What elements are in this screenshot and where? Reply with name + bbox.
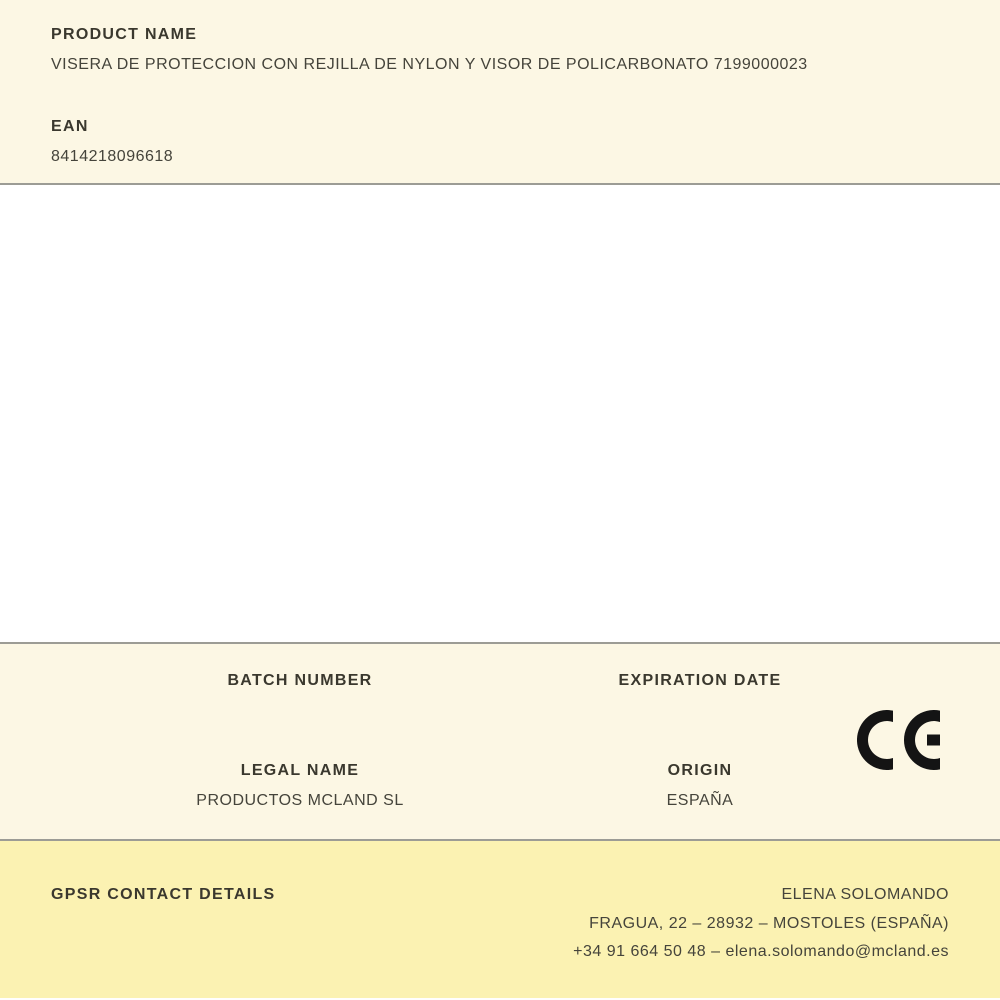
gpsr-contact-section [0, 841, 1000, 998]
origin-label: ORIGIN [667, 762, 733, 779]
product-info-section [0, 0, 1000, 185]
batch-number-label: BATCH NUMBER [227, 672, 373, 689]
ce-marking-icon [857, 710, 940, 770]
legal-name-label: LEGAL NAME [240, 762, 360, 779]
ean-value: 8414218096618 [51, 148, 174, 165]
contact-address: FRAGUA, 22 – 28932 – MOSTOLES (ESPAÑA) [589, 914, 949, 932]
product-name-value: VISERA DE PROTECCION CON REJILLA DE NYLON Y VISOR DE POLICARBONATO 7199000023 [51, 56, 808, 73]
details-grid [100, 644, 900, 810]
expiration-date-label: EXPIRATION DATE [618, 672, 782, 689]
gpsr-contact-details [573, 881, 949, 967]
origin-value: ESPAÑA [666, 792, 734, 809]
contact-person-name: ELENA SOLOMANDO [781, 886, 949, 903]
legal-name-value: PRODUCTOS MCLAND SL [196, 792, 404, 809]
product-image-area [0, 185, 1000, 642]
details-section [0, 642, 1000, 841]
gpsr-contact-label: GPSR CONTACT DETAILS [51, 886, 276, 903]
contact-phone-email: +34 91 664 50 48 – elena.solomando@mcland.es [573, 943, 949, 960]
product-name-label: PRODUCT NAME [51, 26, 198, 43]
ean-label: EAN [51, 118, 89, 135]
